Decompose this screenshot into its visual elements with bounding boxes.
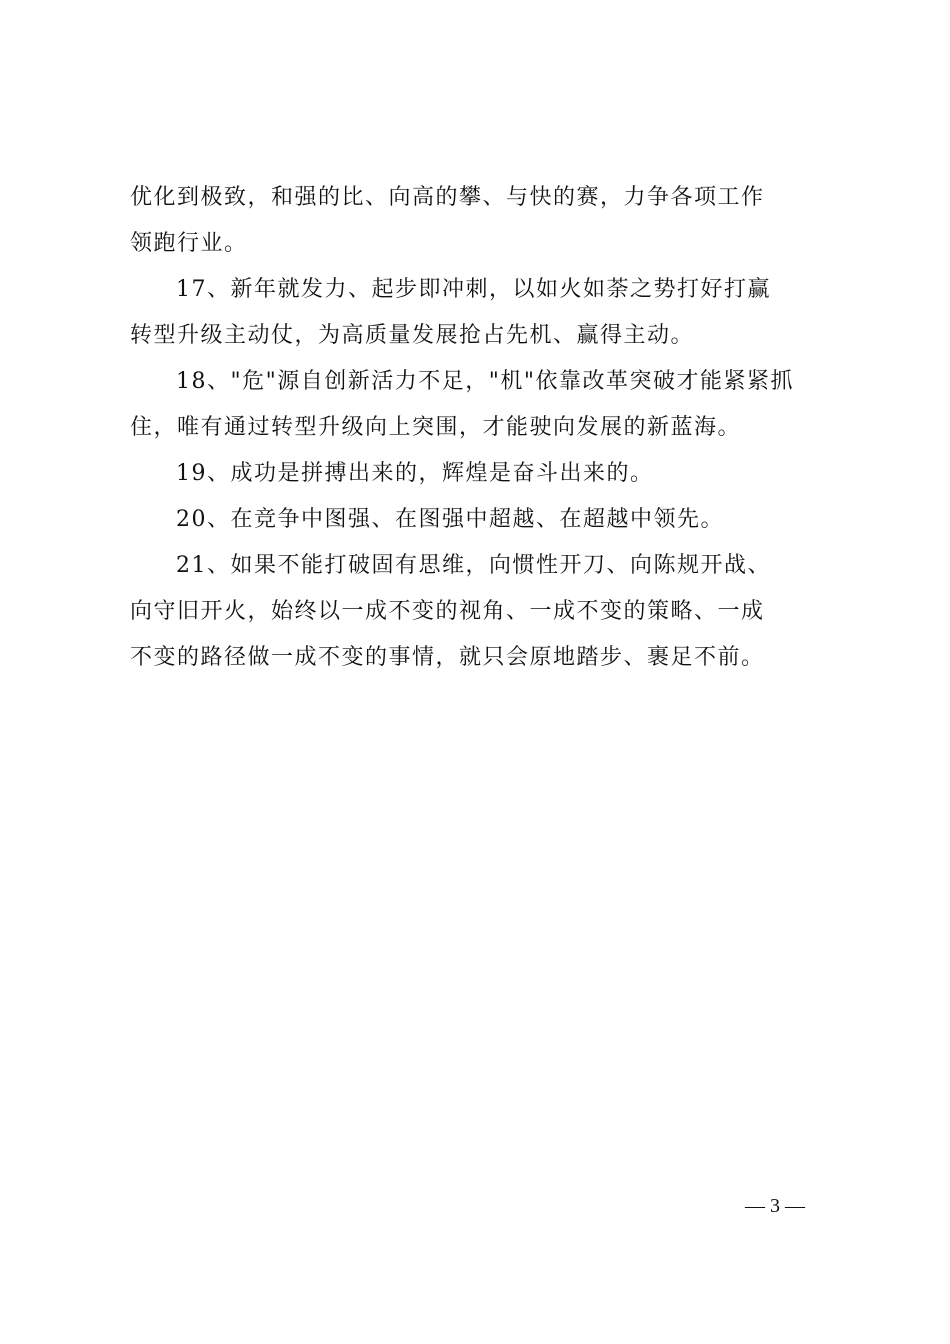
page-number: — 3 —	[745, 1195, 805, 1217]
paragraph-16-line-3: 领跑行业。	[130, 231, 248, 256]
paragraph-17-line-2: 转型升级主动仗，为高质量发展抢占先机、赢得主动。	[130, 323, 695, 348]
paragraph-21-line-1: 21、如果不能打破固有思维，向惯性开刀、向陈规开战、	[176, 553, 771, 578]
paragraph-19: 19、成功是拼搏出来的，辉煌是奋斗出来的。	[176, 461, 654, 486]
paragraph-20: 20、在竞争中图强、在图强中超越、在超越中领先。	[176, 507, 724, 532]
paragraph-16-line-2: 优化到极致，和强的比、向高的攀、与快的赛，力争各项工作	[130, 185, 765, 210]
paragraph-21-line-3: 不变的路径做一成不变的事情，就只会原地踏步、裹足不前。	[130, 645, 765, 670]
document-body	[130, 175, 830, 681]
paragraph-17-line-1: 17、新年就发力、起步即冲刺，以如火如荼之势打好打赢	[176, 277, 771, 302]
paragraph-18-line-2: 住，唯有通过转型升级向上突围，才能驶向发展的新蓝海。	[130, 415, 742, 440]
paragraph-18-line-1: 18、"危"源自创新活力不足，"机"依靠改革突破才能紧紧抓	[176, 369, 794, 394]
paragraph-21-line-2: 向守旧开火，始终以一成不变的视角、一成不变的策略、一成	[130, 599, 765, 624]
